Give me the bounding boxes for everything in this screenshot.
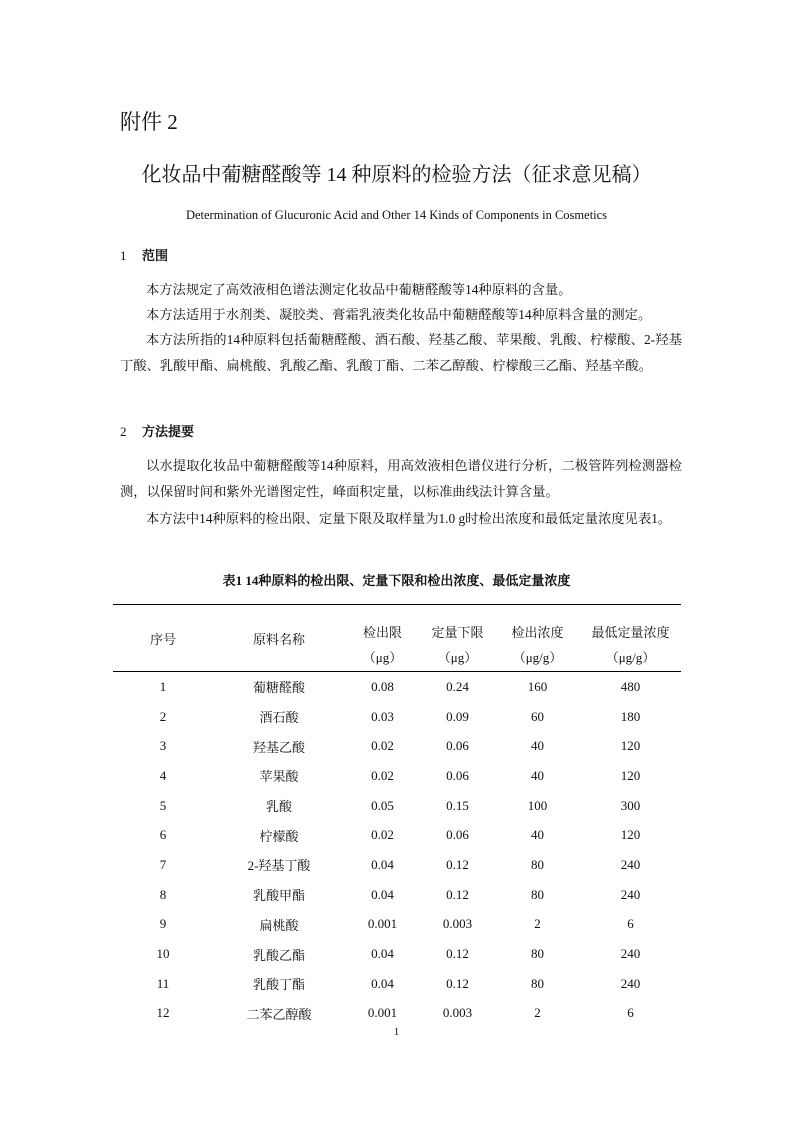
paragraph: 本方法中14种原料的检出限、定量下限及取样量为1.0 g时检出浓度和最低定量浓度见表1。 <box>146 511 672 526</box>
table-cell: 0.001 <box>367 1005 398 1021</box>
table-cell: 80 <box>531 856 544 872</box>
table-caption: 表1 14种原料的检出限、定量下限和检出浓度、最低定量浓度 <box>222 573 571 588</box>
page-number: 1 <box>393 1026 400 1038</box>
paragraph: 本方法适用于水剂类、凝胶类、膏霜乳液类化妆品中葡糖醛酸等14种原料含量的测定。 <box>146 307 652 322</box>
table-cell: 180 <box>620 708 641 724</box>
table-cell: 2 <box>159 708 167 724</box>
table-cell: 10 <box>156 946 170 962</box>
table-row <box>113 999 681 1029</box>
table-row <box>113 939 681 969</box>
table-cell: 11 <box>156 975 170 991</box>
table-cell: 60 <box>531 708 544 724</box>
column-header: 定量下限 <box>420 605 495 642</box>
table-cell: 羟基乙酸 <box>252 739 305 755</box>
table-cell: 100 <box>527 797 548 813</box>
paragraph: 本方法所指的14种原料包括葡糖醛酸、酒石酸、羟基乙酸、苹果酸、乳酸、柠檬酸、2-羟基丁酸、乳酸甲酯、扁桃酸、乳酸乙酯、乳酸丁酯、二苯乙醇酸、柠檬酸三乙酯、羟基辛酸。 <box>120 332 682 373</box>
table-cell: 7 <box>159 856 167 872</box>
table-cell: 3 <box>159 738 167 754</box>
table-cell: 二苯乙醇酸 <box>246 1006 312 1022</box>
table-row <box>113 791 681 821</box>
table-cell: 6 <box>627 916 634 932</box>
section-number: 1 <box>120 248 127 263</box>
table-cell: 柠檬酸 <box>259 828 299 844</box>
table-cell: 12 <box>156 1005 170 1021</box>
table-cell: 80 <box>531 886 544 902</box>
section-title: 方法提要 <box>142 424 195 439</box>
table-cell: 0.04 <box>371 856 394 872</box>
table-cell: 乳酸 <box>265 799 292 815</box>
section-title: 范围 <box>142 248 169 263</box>
table-cell: 0.15 <box>446 797 469 813</box>
table-cell: 0.12 <box>446 856 469 872</box>
column-header: 检出浓度 <box>495 605 580 642</box>
table-cell: 0.02 <box>371 738 394 754</box>
table-row <box>113 761 681 791</box>
table-cell: 0.04 <box>371 975 394 991</box>
table-cell: 0.001 <box>367 916 398 932</box>
table-cell: 80 <box>531 975 544 991</box>
table-cell: 0.02 <box>371 827 394 843</box>
column-unit: （μg） <box>345 641 420 672</box>
table-cell: 0.003 <box>442 1005 473 1021</box>
table-cell: 9 <box>159 916 167 932</box>
table-cell: 4 <box>159 767 167 783</box>
table-cell: 葡糖醛酸 <box>252 680 305 696</box>
table-row <box>113 880 681 910</box>
column-header: 原料名称 <box>213 605 345 672</box>
table-cell: 0.09 <box>446 708 469 724</box>
table-row <box>113 702 681 732</box>
column-unit: （μg/g） <box>580 641 681 672</box>
table-cell: 乳酸乙酯 <box>252 947 305 963</box>
table-cell: 160 <box>527 678 548 694</box>
table-cell: 0.06 <box>446 767 469 783</box>
table-cell: 0.04 <box>371 946 394 962</box>
table-cell: 0.05 <box>371 797 394 813</box>
table-row <box>113 820 681 850</box>
table-cell: 240 <box>620 886 641 902</box>
table-cell: 乳酸甲酯 <box>252 888 305 904</box>
column-unit: （μg） <box>420 641 495 672</box>
column-header: 最低定量浓度 <box>580 605 681 642</box>
table-cell: 苹果酸 <box>259 769 299 785</box>
column-header: 检出限 <box>345 605 420 642</box>
document-title: 化妆品中葡糖醛酸等 14 种原料的检验方法（征求意见稿） <box>141 164 652 186</box>
table-cell: 6 <box>627 1005 634 1021</box>
table-cell: 0.003 <box>442 916 473 932</box>
table-cell: 40 <box>531 827 544 843</box>
table-cell: 6 <box>159 827 167 843</box>
table-cell: 240 <box>620 856 641 872</box>
paragraph: 以水提取化妆品中葡糖醛酸等14种原料，用高效液相色谱仪进行分析，二极管阵列检测器检测，以保留时间和紫外光谱图定性，峰面积定量，以标准曲线法计算含量。 <box>120 458 682 499</box>
table-cell: 0.12 <box>446 975 469 991</box>
table-cell: 0.04 <box>371 886 394 902</box>
table-cell: 0.06 <box>446 738 469 754</box>
table-cell: 300 <box>620 797 641 813</box>
table-cell: 480 <box>620 678 641 694</box>
column-unit: （μg/g） <box>495 641 580 672</box>
table-cell: 8 <box>159 886 167 902</box>
table-cell: 2 <box>534 916 541 932</box>
section-heading-scope <box>120 245 168 264</box>
table-header-row <box>113 605 681 642</box>
table-cell: 0.03 <box>371 708 394 724</box>
table-cell: 酒石酸 <box>259 710 299 726</box>
table-cell: 扁桃酸 <box>259 917 299 933</box>
table-row <box>113 672 681 702</box>
table-row <box>113 969 681 999</box>
table-cell: 120 <box>620 767 641 783</box>
table-cell: 240 <box>620 946 641 962</box>
table-cell: 0.24 <box>446 678 469 694</box>
table-cell: 240 <box>620 975 641 991</box>
table-row <box>113 850 681 880</box>
limits-table <box>113 604 681 1028</box>
annex-label: 附件 2 <box>120 110 178 134</box>
table-cell: 120 <box>620 738 641 754</box>
table-cell: 5 <box>159 797 167 813</box>
paragraph: 本方法规定了高效液相色谱法测定化妆品中葡糖醛酸等14种原料的含量。 <box>146 282 572 297</box>
section-heading-principle <box>120 421 194 440</box>
table-cell: 2-羟基丁酸 <box>247 858 311 874</box>
table-cell: 40 <box>531 738 544 754</box>
table-cell: 0.12 <box>446 946 469 962</box>
table-cell: 40 <box>531 767 544 783</box>
table-row <box>113 910 681 940</box>
table-cell: 乳酸丁酯 <box>252 977 305 993</box>
section-number: 2 <box>120 424 127 439</box>
table-cell: 120 <box>620 827 641 843</box>
table-cell: 0.02 <box>371 767 394 783</box>
table-cell: 0.12 <box>446 886 469 902</box>
table-cell: 2 <box>534 1005 541 1021</box>
table-cell: 80 <box>531 946 544 962</box>
table-cell: 1 <box>159 678 167 694</box>
table-cell: 0.06 <box>446 827 469 843</box>
english-subtitle: Determination of Glucuronic Acid and Other 14 Kinds of Components in Cosmetics <box>185 208 608 222</box>
table-cell: 0.08 <box>371 678 394 694</box>
table-row <box>113 731 681 761</box>
column-header: 序号 <box>113 605 213 672</box>
